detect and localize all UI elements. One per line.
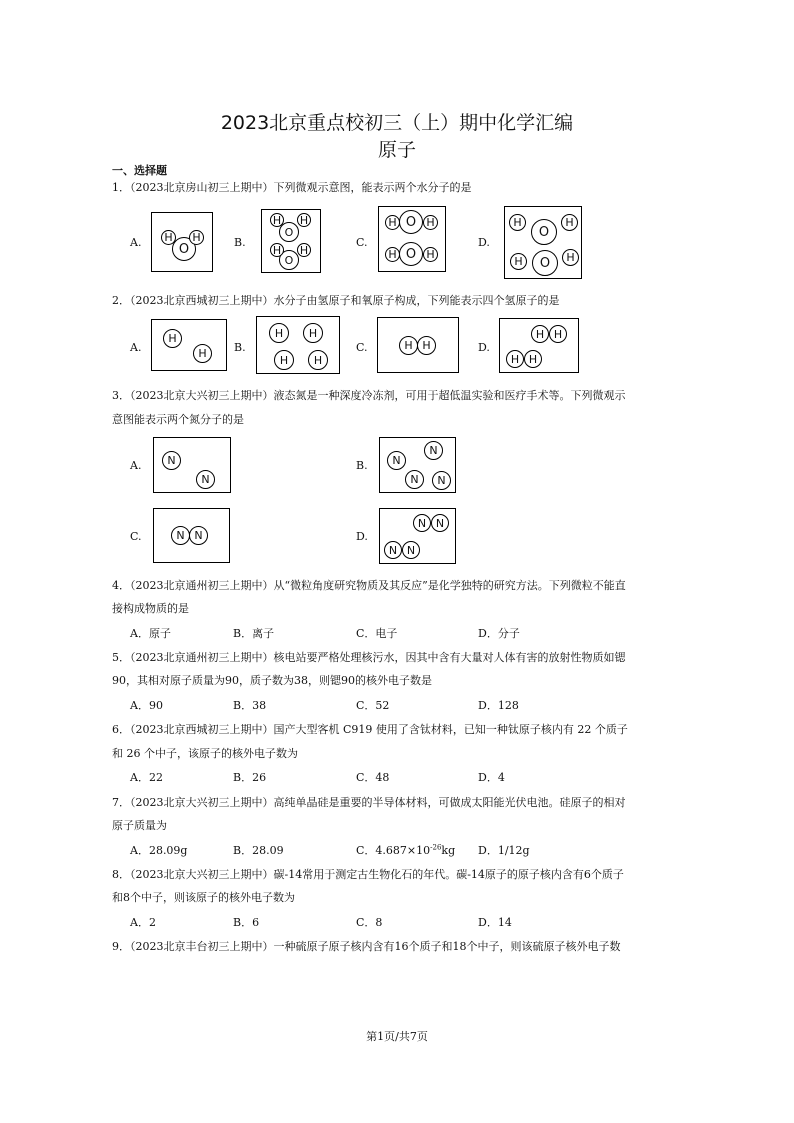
q6-option-d: D．4: [478, 771, 505, 784]
oxygen-atom: O: [279, 222, 299, 242]
q7-option-c-base: C．4.687×10: [356, 844, 431, 857]
q7-option-b: B．28.09: [233, 844, 284, 857]
q6-stem-line1: 6．（2023北京西城初三上期中）国产大型客机 C919 使用了含钛材料，已知一种钛原子核内有 22 个质子: [112, 723, 628, 736]
hydrogen-atom: H: [510, 253, 527, 270]
nitrogen-atom: N: [196, 470, 215, 489]
q3-box-d: [379, 508, 456, 564]
q3-label-c: C.: [130, 530, 142, 543]
q3-box-b: [379, 437, 456, 493]
q1-box-d: [504, 206, 582, 279]
q6-option-a: A．22: [130, 771, 163, 784]
q7-option-c: [356, 842, 455, 858]
hydrogen-atom: H: [423, 247, 438, 262]
q8-option-b: B．6: [233, 916, 260, 929]
q9-stem-line1: 9．（2023北京丰台初三上期中）一种硫原子原子核内含有16个质子和18个中子，则该硫原子核外电子数: [112, 940, 621, 953]
page-subtitle: 原子: [377, 139, 416, 161]
nitrogen-atom: N: [432, 471, 451, 490]
page-title: 2023北京重点校初三（上）期中化学汇编: [220, 112, 574, 134]
oxygen-atom: O: [399, 242, 423, 266]
nitrogen-atom: N: [413, 514, 431, 532]
q2-box-a: [151, 319, 227, 371]
q3-stem-line2: 意图能表示两个氮分子的是: [112, 413, 244, 426]
q1-label-c: C.: [356, 236, 368, 249]
hydrogen-atom: H: [274, 350, 294, 370]
nitrogen-atom: N: [431, 514, 449, 532]
q3-stem-line1: 3．（2023北京大兴初三上期中）液态氮是一种深度冷冻剂，可用于超低温实验和医疗手术等。下列微观示: [112, 389, 626, 402]
hydrogen-atom: H: [531, 325, 549, 343]
q1-stem: 1．（2023北京房山初三上期中）下列微观示意图，能表示两个水分子的是: [112, 181, 472, 194]
hydrogen-atom: H: [163, 329, 182, 348]
q7-stem-line2: 原子质量为: [112, 819, 167, 832]
nitrogen-atom: N: [402, 541, 420, 559]
q3-label-a: A.: [130, 459, 142, 472]
hydrogen-atom: H: [506, 350, 524, 368]
nitrogen-atom: N: [384, 541, 402, 559]
nitrogen-atom: N: [424, 441, 443, 460]
q1-box-b: [261, 209, 321, 273]
q3-label-b: B.: [356, 459, 368, 472]
q6-option-b: B．26: [233, 771, 267, 784]
q1-label-a: A.: [130, 236, 142, 249]
hydrogen-atom: H: [189, 230, 204, 245]
q2-label-d: D.: [478, 341, 490, 354]
oxygen-atom: O: [531, 219, 557, 245]
nitrogen-atom: N: [189, 526, 208, 545]
oxygen-atom: O: [279, 250, 299, 270]
q4-option-a: A．原子: [130, 627, 171, 640]
q2-box-b: [256, 316, 340, 374]
oxygen-atom: O: [172, 237, 196, 261]
q8-option-a: A．2: [130, 916, 156, 929]
hydrogen-atom: H: [308, 350, 328, 370]
section-heading: 一、选择题: [112, 164, 167, 177]
hydrogen-atom: H: [385, 215, 400, 230]
q1-label-b: B.: [234, 236, 246, 249]
q2-box-c: [377, 317, 459, 373]
hydrogen-atom: H: [509, 214, 526, 231]
q1-box-c: [378, 206, 446, 272]
hydrogen-atom: H: [269, 323, 289, 343]
q5-stem-line2: 90，其相对原子质量为90，质子数为38，则锶90的核外电子数是: [112, 674, 432, 687]
q4-stem-line2: 接构成物质的是: [112, 602, 189, 615]
q2-stem: 2．（2023北京西城初三上期中）水分子由氢原子和氧原子构成，下列能表示四个氢原子的是: [112, 294, 560, 307]
hydrogen-atom: H: [561, 214, 578, 231]
oxygen-atom: O: [532, 250, 558, 276]
q7-option-c-unit: kg: [441, 844, 456, 857]
hydrogen-atom: H: [562, 249, 579, 266]
q4-option-b: B．离子: [233, 627, 275, 640]
q8-stem-line1: 8．（2023北京大兴初三上期中）碳-14常用于测定古生物化石的年代。碳-14原子的原子核内含有6个质子: [112, 868, 624, 881]
q4-option-d: D．分子: [478, 627, 520, 640]
q1-label-d: D.: [478, 236, 490, 249]
nitrogen-atom: N: [171, 526, 190, 545]
q8-option-c: C．8: [356, 916, 383, 929]
hydrogen-atom: H: [385, 247, 400, 262]
q3-box-a: [153, 437, 231, 493]
q8-option-d: D．14: [478, 916, 512, 929]
hydrogen-atom: H: [270, 213, 284, 227]
q2-box-d: [499, 318, 579, 373]
nitrogen-atom: N: [162, 451, 181, 470]
hydrogen-atom: H: [549, 325, 567, 343]
hydrogen-atom: H: [297, 213, 311, 227]
hydrogen-atom: H: [303, 323, 323, 343]
q4-option-c: C．电子: [356, 627, 398, 640]
hydrogen-atom: H: [524, 350, 542, 368]
q5-option-d: D．128: [478, 699, 519, 712]
hydrogen-atom: H: [399, 336, 418, 355]
page-footer: 第1页/共7页: [366, 1030, 428, 1043]
hydrogen-atom: H: [270, 243, 284, 257]
q5-option-c: C．52: [356, 699, 390, 712]
q2-label-a: A.: [130, 341, 142, 354]
hydrogen-atom: H: [423, 215, 438, 230]
oxygen-atom: O: [399, 210, 423, 234]
q5-option-a: A．90: [130, 699, 163, 712]
q2-label-b: B.: [234, 341, 246, 354]
q2-label-c: C.: [356, 341, 368, 354]
hydrogen-atom: H: [193, 344, 212, 363]
q7-option-c-exponent: -26: [430, 843, 442, 852]
q6-stem-line2: 和 26 个中子，该原子的核外电子数为: [112, 747, 298, 760]
q3-box-c: [153, 508, 230, 563]
nitrogen-atom: N: [387, 451, 406, 470]
q3-label-d: D.: [356, 530, 368, 543]
hydrogen-atom: H: [161, 230, 176, 245]
q5-option-b: B．38: [233, 699, 267, 712]
nitrogen-atom: N: [405, 470, 424, 489]
q1-box-a: [151, 212, 213, 272]
q7-stem-line1: 7．（2023北京大兴初三上期中）高纯单晶硅是重要的半导体材料，可做成太阳能光伏电池。硅原子的相对: [112, 796, 626, 809]
q7-option-a: A．28.09g: [130, 844, 188, 857]
q4-stem-line1: 4．（2023北京通州初三上期中）从“微粒角度研究物质及其反应”是化学独特的研究方法。下列微粒不能直: [112, 579, 626, 592]
hydrogen-atom: H: [297, 243, 311, 257]
q5-stem-line1: 5．（2023北京通州初三上期中）核电站要严格处理核污水，因其中含有大量对人体有害的放射性物质如锶: [112, 651, 626, 664]
hydrogen-atom: H: [417, 336, 436, 355]
q8-stem-line2: 和8个中子，则该原子的核外电子数为: [112, 891, 295, 904]
q7-option-d: D．1/12g: [478, 844, 530, 857]
q6-option-c: C．48: [356, 771, 390, 784]
